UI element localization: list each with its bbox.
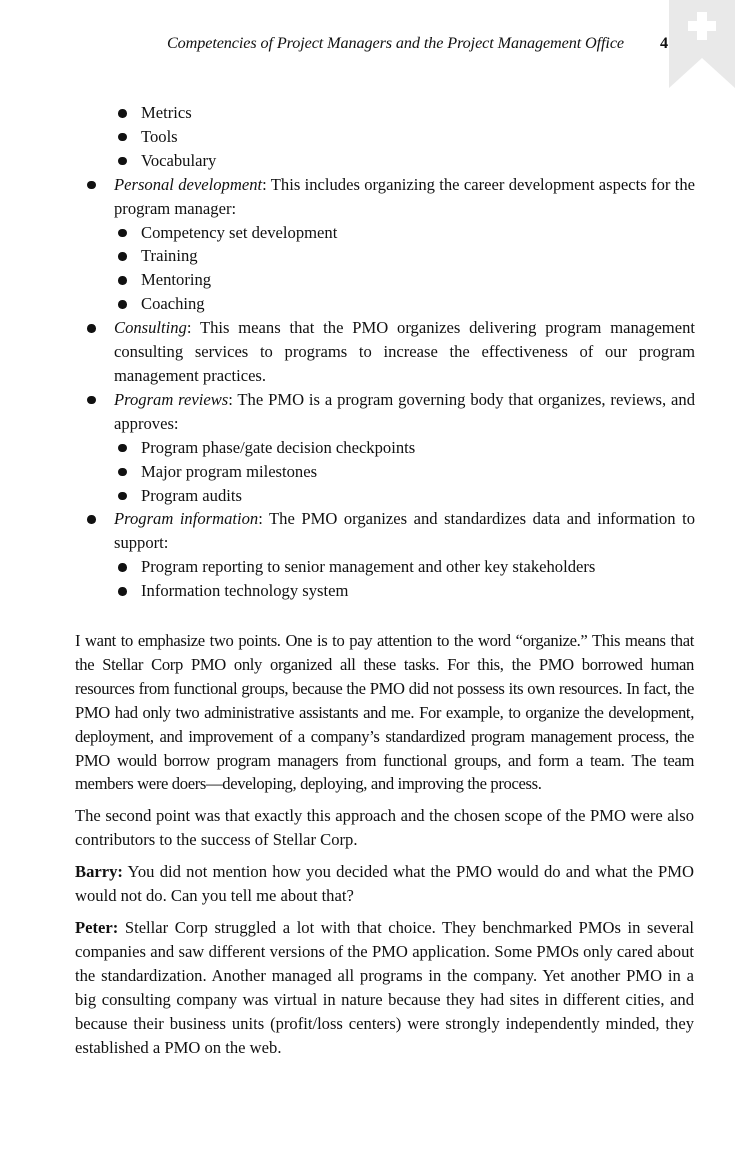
bullet-dot bbox=[118, 492, 127, 501]
list-item: Program reporting to senior management and other key stakeholders bbox=[114, 555, 695, 579]
sublist bbox=[114, 221, 695, 317]
list-item: Coaching bbox=[114, 292, 695, 316]
paragraph-organize: I want to emphasize two points. One is to pay attention to the word “organize.” This means that the Stellar Corp PMO only organized all these tasks. For this, the PMO borrowed human resources from functional groups, because the PMO did not possess its own resources. In fact, the PMO had only two administrative assistants and me. For example, to organize the development, deployment, and improvement of a company’s standardized program management process, the PMO would borrow program managers from functional groups, and form a team. The team members were doers—developing, deploying, and improving the process. bbox=[75, 631, 694, 794]
bullet-dot bbox=[118, 276, 127, 285]
bullet-dot bbox=[118, 252, 127, 261]
bullet-program-reviews bbox=[83, 388, 695, 508]
page-number: 4 bbox=[660, 34, 669, 52]
list-item: Vocabulary bbox=[114, 149, 695, 173]
top-sublist bbox=[114, 101, 695, 173]
bullet-dot bbox=[118, 444, 127, 453]
bullet-dot bbox=[118, 157, 127, 166]
bullet-dot bbox=[118, 133, 127, 142]
bullet-dot bbox=[87, 396, 96, 405]
page-header bbox=[0, 34, 752, 58]
bullet-term: Program reviews bbox=[114, 389, 229, 409]
bullet-dot bbox=[118, 563, 127, 572]
bullet-dot bbox=[87, 515, 96, 524]
list-item: Major program milestones bbox=[114, 460, 695, 484]
bullet-text: : The PMO organizes and standardizes data and information to support: bbox=[114, 509, 696, 553]
list-item: Information technology system bbox=[114, 579, 695, 603]
paragraph-barry: Barry: You did not mention how you decided what the PMO would do and what the PMO would not do. Can you tell me about that? bbox=[75, 862, 694, 906]
bullet-dot bbox=[118, 109, 127, 118]
list-item: Mentoring bbox=[114, 268, 695, 292]
body-text bbox=[75, 629, 694, 1067]
list-item: Training bbox=[114, 244, 695, 268]
bullet-consulting bbox=[83, 316, 695, 388]
bullet-term: Program information bbox=[114, 509, 259, 529]
speaker-name: Peter: bbox=[75, 917, 119, 937]
bullet-dot bbox=[118, 300, 127, 309]
list-item: Program audits bbox=[114, 484, 695, 508]
list-item: Program phase/gate decision checkpoints bbox=[114, 436, 695, 460]
bullet-text: : This means that the PMO organizes delivering program management consulting services to programs to increase the effectiveness of our program management practices. bbox=[114, 318, 695, 385]
bullet-dot bbox=[118, 587, 127, 596]
main-bullet-list bbox=[83, 173, 695, 603]
bullet-term: Consulting bbox=[114, 318, 187, 338]
bullet-content bbox=[83, 101, 695, 603]
bullet-dot bbox=[87, 324, 96, 333]
sublist bbox=[114, 436, 695, 508]
bullet-dot bbox=[118, 468, 127, 477]
bullet-program-information bbox=[83, 507, 695, 603]
bullet-term: Personal development bbox=[114, 174, 263, 194]
running-title: Competencies of Project Managers and the Project Management Office bbox=[166, 34, 624, 52]
bullet-dot bbox=[87, 181, 96, 190]
paragraph-peter: Peter: Stellar Corp struggled a lot with that choice. They benchmarked PMOs in several companies and saw different versions of the PMO application. Some PMOs only cared about the standardization. Another managed all programs in the company. Yet another PMO in a big consulting company was virtual in nature because they had sites in different cities, and because their business units (profit/loss centers) were strongly independently minded, they established a PMO on the web. bbox=[75, 917, 694, 1057]
sublist bbox=[114, 555, 695, 603]
bullet-personal-development bbox=[83, 173, 695, 316]
list-item: Competency set development bbox=[114, 221, 695, 245]
bullet-text: : This includes organizing the career development aspects for the program manager: bbox=[114, 174, 696, 218]
speaker-name: Barry: bbox=[75, 862, 123, 882]
bullet-dot bbox=[118, 229, 127, 238]
bullet-text: : The PMO is a program governing body that organizes, reviews, and approves: bbox=[114, 389, 695, 433]
list-item: Metrics bbox=[114, 101, 695, 125]
plus-bookmark-icon[interactable] bbox=[669, 0, 735, 88]
list-item: Tools bbox=[114, 125, 695, 149]
paragraph-second-point: The second point was that exactly this approach and the chosen scope of the PMO were also contributors to the success of Stellar Corp. bbox=[75, 806, 694, 850]
